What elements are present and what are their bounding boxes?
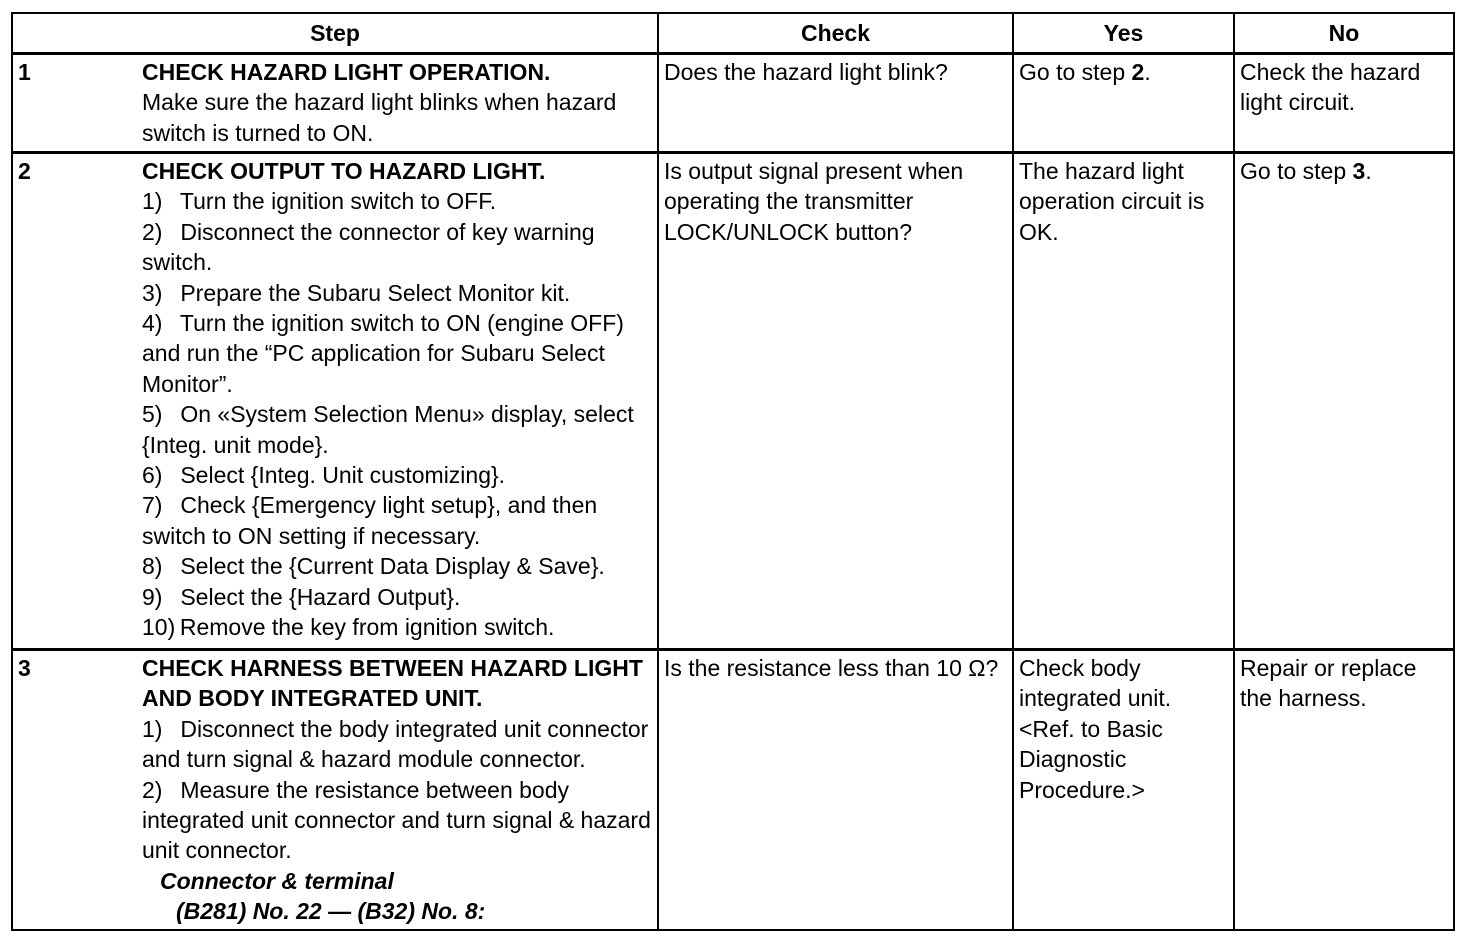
step-heading: CHECK OUTPUT TO HAZARD LIGHT. — [142, 158, 546, 184]
header-yes: Yes — [1013, 13, 1234, 54]
no-text: Go to step — [1240, 158, 1353, 184]
step-instruction: 1) Turn the ignition switch to OFF. — [142, 188, 497, 215]
yes-text: Go to step — [1019, 59, 1132, 85]
yes-cell: The hazard light operation circuit is OK. — [1013, 153, 1234, 650]
step-instruction: 8) Select the {Current Data Display & Save}. — [142, 553, 605, 580]
no-cell — [1234, 153, 1454, 650]
table-row — [12, 153, 1454, 650]
step-number: 1 — [18, 59, 31, 85]
yes-cell — [1013, 54, 1234, 153]
connector-title: Connector & terminal — [160, 867, 394, 894]
step-instruction: 9) Select the {Hazard Output}. — [142, 583, 461, 610]
step-instruction: 2) Measure the resistance between body integrated unit connector and turn signal & hazard unit connector. — [142, 776, 651, 864]
check-cell: Is output signal present when operating the transmitter LOCK/UNLOCK button? — [658, 153, 1013, 650]
header-step: Step — [12, 13, 658, 54]
step-instruction: 5) On «System Selection Menu» display, select {Integ. unit mode}. — [142, 401, 634, 458]
step-instruction: 1) Disconnect the body integrated unit connector and turn signal & hazard module connector. — [142, 715, 649, 773]
yes-cell: Check body integrated unit. <Ref. to Basic Diagnostic Procedure.> — [1013, 650, 1234, 931]
step-instruction: 6) Select {Integ. Unit customizing}. — [142, 462, 506, 489]
step-cell — [12, 54, 658, 153]
step-instruction: 4) Turn the ignition switch to ON (engine OFF) and run the “PC application for Subaru Select Monitor”. — [142, 310, 624, 397]
no-suffix: . — [1365, 158, 1372, 184]
connector-terminal: (B281) No. 22 — (B32) No. 8: — [176, 898, 486, 925]
step-heading: CHECK HARNESS BETWEEN HAZARD LIGHT AND BODY INTEGRATED UNIT. — [142, 655, 643, 712]
header-row — [12, 13, 1454, 54]
diagnostic-table — [11, 12, 1455, 931]
step-cell — [12, 153, 658, 650]
table-row — [12, 650, 1454, 931]
table-row — [12, 54, 1454, 153]
step-heading: CHECK HAZARD LIGHT OPERATION. — [142, 59, 551, 85]
yes-suffix: . — [1144, 59, 1151, 85]
step-instruction: 10) Remove the key from ignition switch. — [142, 614, 555, 641]
yes-step-ref: 2 — [1131, 59, 1145, 85]
no-step-ref: 3 — [1352, 158, 1366, 184]
step-instruction: 2) Disconnect the connector of key warning switch. — [142, 218, 595, 276]
step-instruction: Make sure the hazard light blinks when hazard switch is turned to ON. — [142, 89, 617, 146]
no-cell: Check the hazard light circuit. — [1234, 54, 1454, 153]
check-cell: Does the hazard light blink? — [658, 54, 1013, 153]
step-number: 2 — [18, 158, 31, 184]
header-no: No — [1234, 13, 1454, 54]
step-instruction: 7) Check {Emergency light setup}, and then switch to ON setting if necessary. — [142, 492, 598, 549]
step-number: 3 — [18, 655, 31, 681]
no-cell: Repair or replace the harness. — [1234, 650, 1454, 931]
header-check: Check — [658, 13, 1013, 54]
step-cell — [12, 650, 658, 931]
check-cell: Is the resistance less than 10 Ω? — [658, 650, 1013, 931]
step-instruction: 3) Prepare the Subaru Select Monitor kit. — [142, 279, 571, 306]
